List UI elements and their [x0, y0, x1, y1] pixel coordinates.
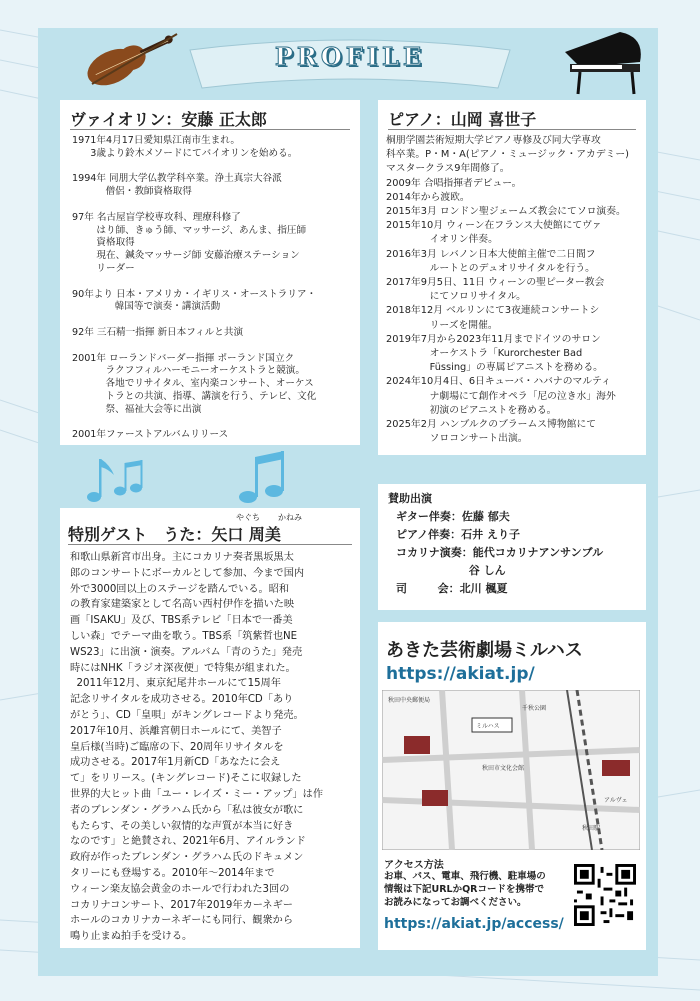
access-map: [382, 690, 640, 850]
support-title: 賛助出演: [388, 492, 432, 505]
guest-bio-line: もたらす、その美しい叙情的な声質が本当に好き: [70, 820, 294, 832]
piano-profile-card: [378, 100, 646, 455]
violin-title-underline: [70, 129, 350, 130]
piano-bio-line: Füssing」の専属ピアニストを務める。: [386, 362, 603, 374]
guest-bio-line: 2017年10月、浜離宮朝日ホールにて、美智子: [70, 725, 282, 737]
guest-bio-line: 和歌山県新宮市出身。主にコカリナ奏者黒坂黒太: [70, 552, 294, 563]
map-label-post-office: 秋田中央郵便局: [388, 698, 431, 704]
piano-bio-line: 2015年3月 ロンドン聖ジェームズ教会にてソロ演奏。: [386, 206, 626, 217]
access-title: アクセス方法: [384, 860, 444, 871]
venue-name: あきた芸術劇場ミルハス: [386, 640, 583, 661]
violin-bio-line: 1994年 同朋大学仏教学科卒業。浄土真宗大谷派: [72, 173, 282, 185]
ruby-yaguchi: やぐち: [236, 513, 260, 522]
piano-bio-line: マスタークラス9年間修了。: [386, 163, 510, 175]
violin-bio-line: 2001年ファーストアルバムリリース: [72, 429, 229, 441]
violin-profile-card: [60, 100, 360, 445]
piano-bio-line: 2015年10月 ウィーン在フランス大使館にてヴァ: [386, 220, 602, 232]
guest-bio-line: ホールのコカリナカーネギーにも同行、観衆から: [70, 915, 294, 927]
piano-title: ピアノ：山岡 喜世子: [388, 110, 537, 129]
violin-bio-line: 2001年 ローランドバーダー指揮 ポーランド国立ク: [72, 352, 295, 364]
violin-bio-line: はり師、きゅう師、マッサージ、あんま、指圧師: [72, 224, 307, 236]
violin-bio-line: 1971年4月17日愛知県江南市生まれ。: [72, 135, 241, 146]
guest-bio-line: タリーにも登場する。2010年〜2014年まで: [70, 868, 275, 879]
guest-bio-line: 政府が作ったブレンダン・グラハム氏のドキュメン: [70, 852, 304, 864]
violin-bio-line: リーダー: [72, 263, 135, 274]
guest-title: 特別ゲスト うた：矢口 周美: [68, 525, 281, 544]
violin-bio-line: 3歳より鈴木メソードにてバイオリンを始める。: [72, 147, 298, 159]
music-note-icon: [80, 445, 300, 510]
guest-bio-line: 世界的大ヒット曲「ユー・レイズ・ミー・アップ」は作: [70, 789, 324, 800]
access-line: お読みになってお調べください。: [384, 897, 527, 908]
piano-bio-line: 初演のピアニストを務める。: [386, 404, 557, 416]
map-label-park: 千秋公園: [522, 706, 547, 712]
guest-bio-line: の教育家建築家として名高い西村伊作を描いた映: [70, 599, 295, 611]
piano-bio-line: 科卒業。P・M・A(ピアノ・ミュージック・アカデミー): [386, 149, 629, 161]
violin-bio-line: ラクフフィルハーモニーオーケストラと競演。: [72, 365, 305, 377]
page-title: PROFILE: [274, 42, 426, 71]
guest-bio-line: コカリナコンサート、2017年2019年カーネギー: [70, 899, 293, 911]
map-label-alve: アルヴェ: [604, 798, 628, 804]
support-row: 司 会：北川 楓夏: [396, 582, 508, 595]
guest-bio-line: ウィーン楽友協会黄金のホールで行われた3回の: [70, 883, 290, 895]
piano-title-underline: [388, 129, 636, 130]
access-line: お車、バス、電車、飛行機、駐車場の: [384, 871, 546, 882]
piano-bio-line: リーズを開催。: [386, 319, 498, 331]
venue-card: [378, 622, 646, 950]
violin-title: ヴァイオリン：安藤 正太郎: [70, 110, 267, 129]
guest-title-underline: [68, 544, 352, 545]
piano-bio-line: 2016年3月 レバノン日本大使館主催で二日間フ: [386, 248, 596, 260]
guest-bio-line: 外で3000回以上のステージを踏んでいる。昭和: [70, 583, 290, 595]
map-label-milhas: ミルハス: [476, 724, 500, 730]
violin-bio-line: 97年 名古屋盲学校専攻科、理療科修了: [72, 211, 241, 223]
guest-bio-line: 記念リサイタルを成功させる。2010年CD「あり: [70, 694, 294, 706]
guest-bio-line: 鳴り止まぬ拍手を受ける。: [70, 931, 193, 943]
piano-bio-line: イオリン伴奏。: [386, 234, 498, 246]
violin-bio-line: 現在、鍼灸マッサージ師 安藤治療ステーション: [72, 250, 300, 262]
venue-url-link[interactable]: https://akiat.jp/: [386, 664, 535, 684]
violin-bio-line: 92年 三石精一指揮 新日本フィルと共演: [72, 327, 244, 338]
map-label-station: 秋田駅: [582, 826, 601, 832]
violin-bio-line: 各地でリサイタル、室内楽コンサート、オーケス: [72, 378, 314, 390]
access-line: 情報は下記URLかQRコードを携帯で: [384, 884, 544, 895]
piano-bio-line: ルートとのデュオリサイタルを行う。: [386, 262, 595, 274]
access-url-link[interactable]: https://akiat.jp/access/: [384, 916, 564, 932]
guest-profile-card: [60, 508, 360, 948]
piano-bio-line: 2024年10月4日、6日キューバ・ハバナのマルティ: [386, 376, 611, 388]
guest-bio-line: なのです」と絶賛され、2021年6月、アイルランド: [70, 836, 306, 848]
piano-bio-line: にてソロリサイタル。: [386, 291, 526, 303]
guest-bio-line: 時にはNHK「ラジオ深夜便」で特集が組まれた。: [70, 662, 296, 674]
map-label-hall: 秋田市文化会館: [482, 766, 525, 772]
piano-bio-line: 2019年7月から2023年11月までドイツのサロン: [386, 333, 601, 345]
guest-bio-line: て」をリリース。(キングレコード)そこに収録した: [70, 773, 302, 785]
piano-bio-line: 2014年から渡欧。: [386, 191, 470, 203]
violin-bio-line: 資格取得: [72, 237, 135, 249]
guest-bio-line: がとう」、CD「皇唄」がキングレコードより発売。: [70, 710, 304, 721]
violin-bio-line: 韓国等で演奏・講演活動: [72, 301, 221, 313]
support-card: [378, 484, 646, 610]
violin-bio-line: トラとの共演、指導、講演を行う、テレビ、文化: [72, 391, 317, 402]
guest-bio-line: 画「ISAKU」及び、TBS系テレビ「日本で一番美: [70, 615, 293, 627]
piano-bio-line: 2017年9月5日、11日 ウィーンの聖ピーター教会: [386, 277, 605, 288]
piano-bio-line: 2009年 合唱指揮者デビュー。: [386, 177, 522, 189]
guest-bio-line: 郎のコンサートにボーカルとして参加、今まで国内: [70, 567, 305, 579]
support-row: 谷 しん: [396, 564, 506, 577]
piano-bio-line: 2025年2月 ハンブルクのブラームス博物館にて: [386, 419, 597, 430]
piano-bio-line: ナ劇場にて創作オペラ「尼の泣き水」海外: [386, 390, 616, 402]
violin-bio-line: 僧侶・教師資格取得: [72, 186, 192, 198]
piano-bio-line: ソロコンサート出演。: [386, 433, 528, 445]
piano-bio-line: 桐朋学園芸術短期大学ピアノ専修及び同大学専攻: [386, 135, 601, 146]
piano-bio-line: オーケストラ「Kurorchester Bad: [386, 348, 583, 359]
guest-bio-line: 皇后様(当時)ご臨席の下、20周年リサイタルを: [70, 741, 284, 753]
guest-bio-line: 成功させる。2017年1月新CD「あなたに会え: [70, 757, 281, 769]
ruby-kanemi: かねみ: [278, 513, 302, 522]
support-row: ギター伴奏：佐藤 郁夫: [396, 510, 510, 523]
guest-bio-line: 2011年12月、東京紀尾井ホールにて15周年: [70, 678, 281, 690]
guest-bio-line: 者のブレンダン・グラハム氏から「私は彼女が歌に: [70, 804, 304, 816]
support-row: ピアノ伴奏：石井 えり子: [396, 528, 520, 541]
support-row: コカリナ演奏：能代コカリナアンサンブル: [396, 546, 604, 559]
qr-code-icon[interactable]: [574, 864, 636, 926]
grand-piano-icon: [560, 22, 650, 102]
piano-bio-line: 2018年12月 ベルリンにて3夜連続コンサートシ: [386, 305, 600, 317]
guest-bio-line: WS23」に出演・演奏。アルバム「青のうた」発売: [70, 646, 303, 658]
guest-bio-line: しい森」でテーマ曲を歌う。TBS系「筑紫哲也NE: [70, 631, 298, 642]
violin-bio-line: 90年より 日本・アメリカ・イギリス・オーストラリア・: [72, 288, 317, 300]
violin-bio-line: 祭、福祉大会等に出演: [72, 403, 202, 415]
violin-icon: [72, 24, 182, 94]
